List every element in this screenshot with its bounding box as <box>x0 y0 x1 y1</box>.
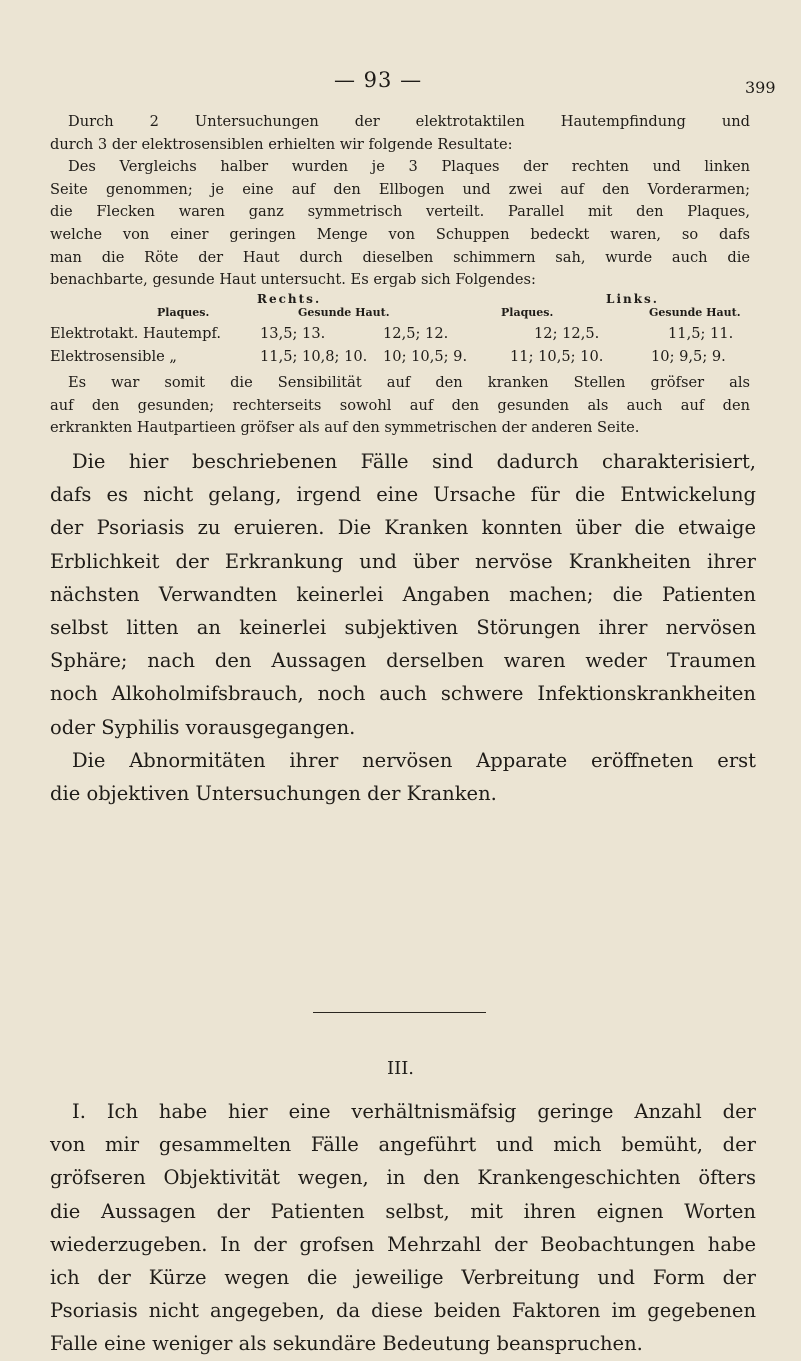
text-line: dafs es nicht gelang, irgend eine Ursache für die Entwickelung <box>50 483 756 507</box>
intro-paragraphs <box>50 111 750 292</box>
group-header-right: Rechts. <box>257 292 322 306</box>
text-line: selbst litten an keinerlei subjektiven Störungen ihrer nervösen <box>50 616 756 640</box>
text-line: welche von einer geringen Menge von Schuppen bedeckt waren, so dafs <box>50 225 750 243</box>
column-header-plaques-right: Plaques. <box>157 306 210 319</box>
cell-healthy-left: 10; 9,5; 9. <box>651 348 726 365</box>
text-line: von mir gesammelten Fälle angeführt und mich bemüht, der <box>50 1133 756 1157</box>
page-number-center: — 93 — <box>334 68 423 92</box>
cell-healthy-right: 10; 10,5; 9. <box>383 348 468 365</box>
cell-plaques-left: 11; 10,5; 10. <box>510 348 604 365</box>
table-row <box>50 325 762 347</box>
text-line: Psoriasis nicht angegeben, da diese beiden Faktoren im gegebenen <box>50 1299 756 1323</box>
cell-plaques-right: 13,5; 13. <box>260 325 326 342</box>
body-paragraph-2 <box>50 744 756 810</box>
text-line: durch 3 der elektrosensiblen erhielten wir folgende Resultate: <box>50 135 513 153</box>
text-line: Die Abnormitäten ihrer nervösen Apparate eröffneten erst <box>72 749 756 772</box>
conclusion-paragraph <box>50 372 750 440</box>
text-line: I. Ich habe hier eine verhältnismäfsig geringe Anzahl der <box>72 1100 756 1123</box>
cell-plaques-left: 12; 12,5. <box>534 325 600 342</box>
text-line: man die Röte der Haut durch dieselben schimmern sah, wurde auch die <box>50 248 750 266</box>
text-line: noch Alkoholmifsbrauch, noch auch schwere Infektionskrankheiten <box>50 682 756 706</box>
text-line: die Flecken waren ganz symmetrisch verteilt. Parallel mit den Plaques, <box>50 203 750 221</box>
cell-healthy-right: 12,5; 12. <box>383 325 449 342</box>
text-line: auf den gesunden; rechterseits sowohl auf den gesunden als auch auf den <box>50 396 750 414</box>
column-header-plaques-left: Plaques. <box>501 306 554 319</box>
row-label: Elektrotakt. Hautempf. <box>50 325 222 342</box>
page-number-right: 399 <box>745 78 776 97</box>
column-header-healthy-left: Gesunde Haut. <box>649 306 741 319</box>
row-label: Elektrosensible „ <box>50 348 177 365</box>
section-heading: III. <box>386 1058 415 1079</box>
page-header <box>0 68 801 98</box>
text-line: gröfseren Objektivität wegen, in den Krankengeschichten öfters <box>50 1166 756 1190</box>
text-line: benachbarte, gesunde Haut untersucht. Es ergab sich Folgendes: <box>50 271 536 289</box>
text-line: oder Syphilis vorausgegangen. <box>50 715 356 739</box>
section-divider <box>313 1012 486 1013</box>
text-line: Des Vergleichs halber wurden je 3 Plaques der rechten und linken <box>68 158 750 176</box>
text-line: Die hier beschriebenen Fälle sind dadurch charakterisiert, <box>72 450 756 473</box>
cell-healthy-left: 11,5; 11. <box>668 325 734 342</box>
text-line: der Psoriasis zu eruieren. Die Kranken konnten über die etwaige <box>50 516 756 540</box>
text-line: wiederzugeben. In der grofsen Mehrzahl der Beobachtungen habe <box>50 1232 756 1256</box>
text-line: erkrankten Hautpartieen gröfser als auf den symmetrischen der anderen Seite. <box>50 419 640 437</box>
column-header-healthy-right: Gesunde Haut. <box>298 306 390 319</box>
text-line: die objektiven Untersuchungen der Kranken. <box>50 782 497 806</box>
text-line: Durch 2 Untersuchungen der elektrotaktilen Hautempfindung und <box>68 113 750 130</box>
text-line: nächsten Verwandten keinerlei Angaben machen; die Patienten <box>50 582 756 606</box>
group-header-left: Links. <box>606 292 659 306</box>
text-line: Es war somit die Sensibilität auf den kranken Stellen gröfser als <box>68 374 750 391</box>
text-line: die Aussagen der Patienten selbst, mit ihren eignen Worten <box>50 1199 756 1223</box>
text-line: ich der Kürze wegen die jeweilige Verbreitung und Form der <box>50 1266 756 1290</box>
table-row <box>50 348 762 370</box>
text-line: Sphäre; nach den Aussagen derselben waren weder Traumen <box>50 649 756 673</box>
text-line: Erblichkeit der Erkrankung und über nervöse Krankheiten ihrer <box>50 549 756 573</box>
cell-plaques-right: 11,5; 10,8; 10. <box>260 348 368 365</box>
text-line: Falle eine weniger als sekundäre Bedeutung beanspruchen. <box>50 1332 643 1356</box>
body-paragraph-1 <box>50 445 756 744</box>
text-line: Seite genommen; je eine auf den Ellbogen und zwei auf den Vorderarmen; <box>50 180 750 198</box>
